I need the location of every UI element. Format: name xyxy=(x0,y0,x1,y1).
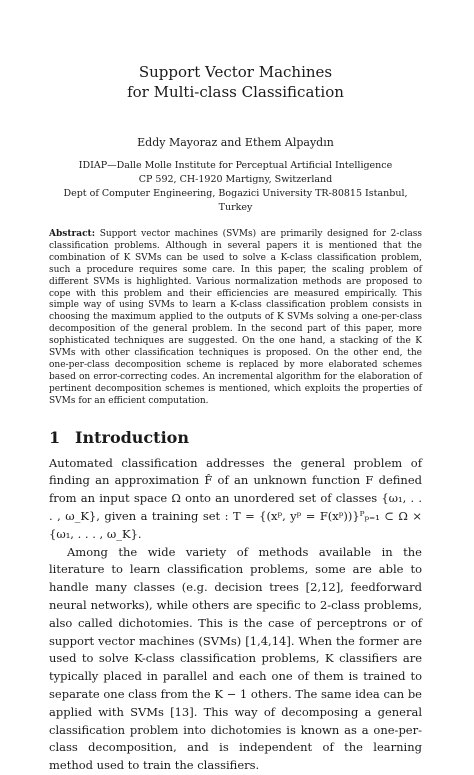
affiliation-line: IDIAP—Dalle Molle Institute for Perceptual Artificial Intelligence xyxy=(78,160,393,171)
abstract-text: Support vector machines (SVMs) are primarily designed for 2-class classification problems. Although in several papers it is mentioned that the combination of K SVMs can be used to solve a K-class classification problem, such a procedure requires some care. In this paper, the scaling problem of different SVMs is highlighted. Various normalization methods are proposed to cope with this problem and their efficiencies are measured empirically. This simple way of using SVMs to learn a K-class classification problem consists in choosing the maximum applied to the outputs of K SVMs solving a one-per-class decomposition of the general problem. In the second part of this paper, more sophisticated techniques are suggested. On the one hand, a stacking of the K SVMs with other classification techniques is proposed. On the other end, the one-per-class decomposition scheme is replaced by more elaborated schemes based on error-correcting codes. An incremental algorithm for the elaboration of pertinent decomposition schemes is mentioned, which exploits the properties of SVMs for an efficient computation. xyxy=(49,229,422,406)
affiliation-line: CP 592, CH-1920 Martigny, Switzerland xyxy=(138,174,333,185)
title-line-1: Support Vector Machines xyxy=(138,63,333,81)
title-line-2: for Multi-class Classification xyxy=(127,83,344,101)
affiliations xyxy=(49,159,422,215)
section-number: 1 xyxy=(49,427,61,447)
intro-paragraph-2: Among the wide variety of methods available in the literature to learn classification problems, some are able to handle many classes (e.g. decision trees [2,12], feedforward neural networks), while others are specific to 2-class problems, also called dichotomies. This is the case of perceptrons or of support vector machines (SVMs) [1,4,14]. When the former are used to solve K-class classification problems, K classifiers are typically placed in parallel and each one of them is trained to separate one class from the K − 1 others. The same idea can be applied with SVMs [13]. This way of decomposing a general classification problem into dichotomies is known as a one-per-class decomposition, and is independent of the learning method used to train the classifiers. xyxy=(49,544,422,773)
intro-paragraph-1: Automated classification addresses the general problem of finding an approximation F̂ of an unknown function F defined from an input space Ω onto an unordered set of classes {ω₁, . . . , ω_K}, given a training set : T = {(xᵖ, yᵖ = F(xᵖ))}ᴾₚ₌₁ ⊂ Ω × {ω₁, . . . , ω_K}. xyxy=(49,455,422,541)
authors: Eddy Mayoraz and Ethem Alpaydın xyxy=(137,136,334,149)
affiliation-line: Dept of Computer Engineering, Bogazici University TR-80815 Istanbul, Turkey xyxy=(63,188,408,213)
section-heading xyxy=(49,428,422,447)
paper-title xyxy=(49,62,422,102)
abstract-label: Abstract: xyxy=(49,229,96,239)
section-title: Introduction xyxy=(75,427,189,447)
abstract xyxy=(49,229,422,408)
